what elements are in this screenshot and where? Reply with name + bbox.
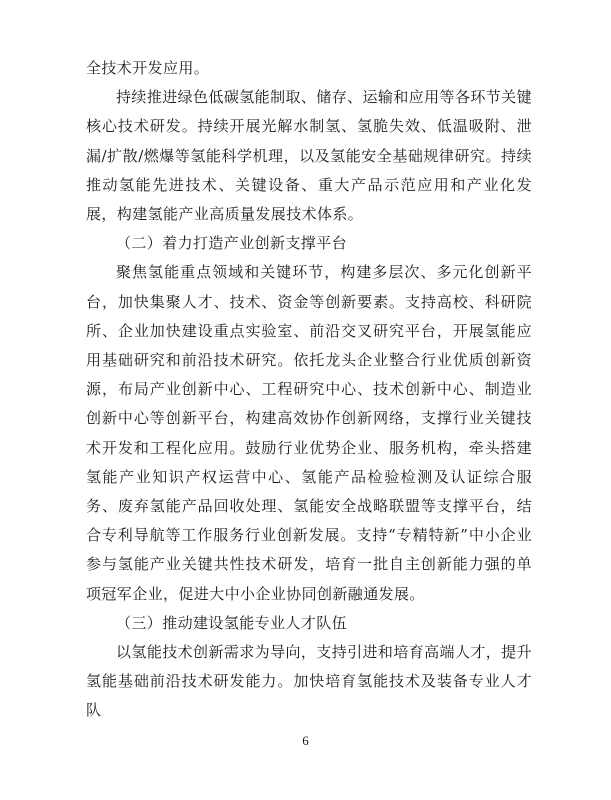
paragraph-key-tech-research: 持续推进绿色低碳氢能制取、储存、运输和应用等各环节关键核心技术研发。持续开展光解水制氢、氢脆失效、低温吸附、泄漏/扩散/燃爆等氢能科学机理，以及氢能安全基础规律研究。持续推动氢能先进技术、关键设备、重大产品示范应用和产业化发展，构建氢能产业高质量发展技术体系。 — [86, 88, 532, 224]
page-number: 6 — [302, 733, 309, 748]
paragraph-talent-team: 以氢能技术创新需求为导向，支持引进和培育高端人才，提升氢能基础前沿技术研发能力。加快培育氢能技术及装备专业人才队 — [86, 643, 532, 720]
section-heading-innovation-platform: （二）着力打造产业创新支撑平台 — [116, 234, 348, 253]
paragraph-continuation: 全技术开发应用。 — [86, 59, 210, 77]
section-heading-talent-team: （三）推动建设氢能专业人才队伍 — [116, 613, 348, 632]
document-body — [86, 54, 532, 726]
paragraph-innovation-platform: 聚焦氢能重点领域和关键环节，构建多层次、多元化创新平台，加快集聚人才、技术、资金等创新要素。支持高校、科研院所、企业加快建设重点实验室、前沿交叉研究平台，开展氢能应用基础研究和前沿技术研究。依托龙头企业整合行业优质创新资源，布局产业创新中心、工程研究中心、技术创新中心、制造业创新中心等创新平台，构建高效协作创新网络，支撑行业关键技术开发和工程化应用。鼓励行业优势企业、服务机构，牵头搭建氢能产业知识产权运营中心、氢能产品检验检测及认证综合服务、废弃氢能产品回收处理、氢能安全战略联盟等支撑平台，结合专利导航等工作服务行业创新发展。支持“专精特新”中小企业参与氢能产业关键共性技术研发，培育一批自主创新能力强的单项冠军企业，促进大中小企业协同创新融通发展。 — [86, 263, 532, 603]
